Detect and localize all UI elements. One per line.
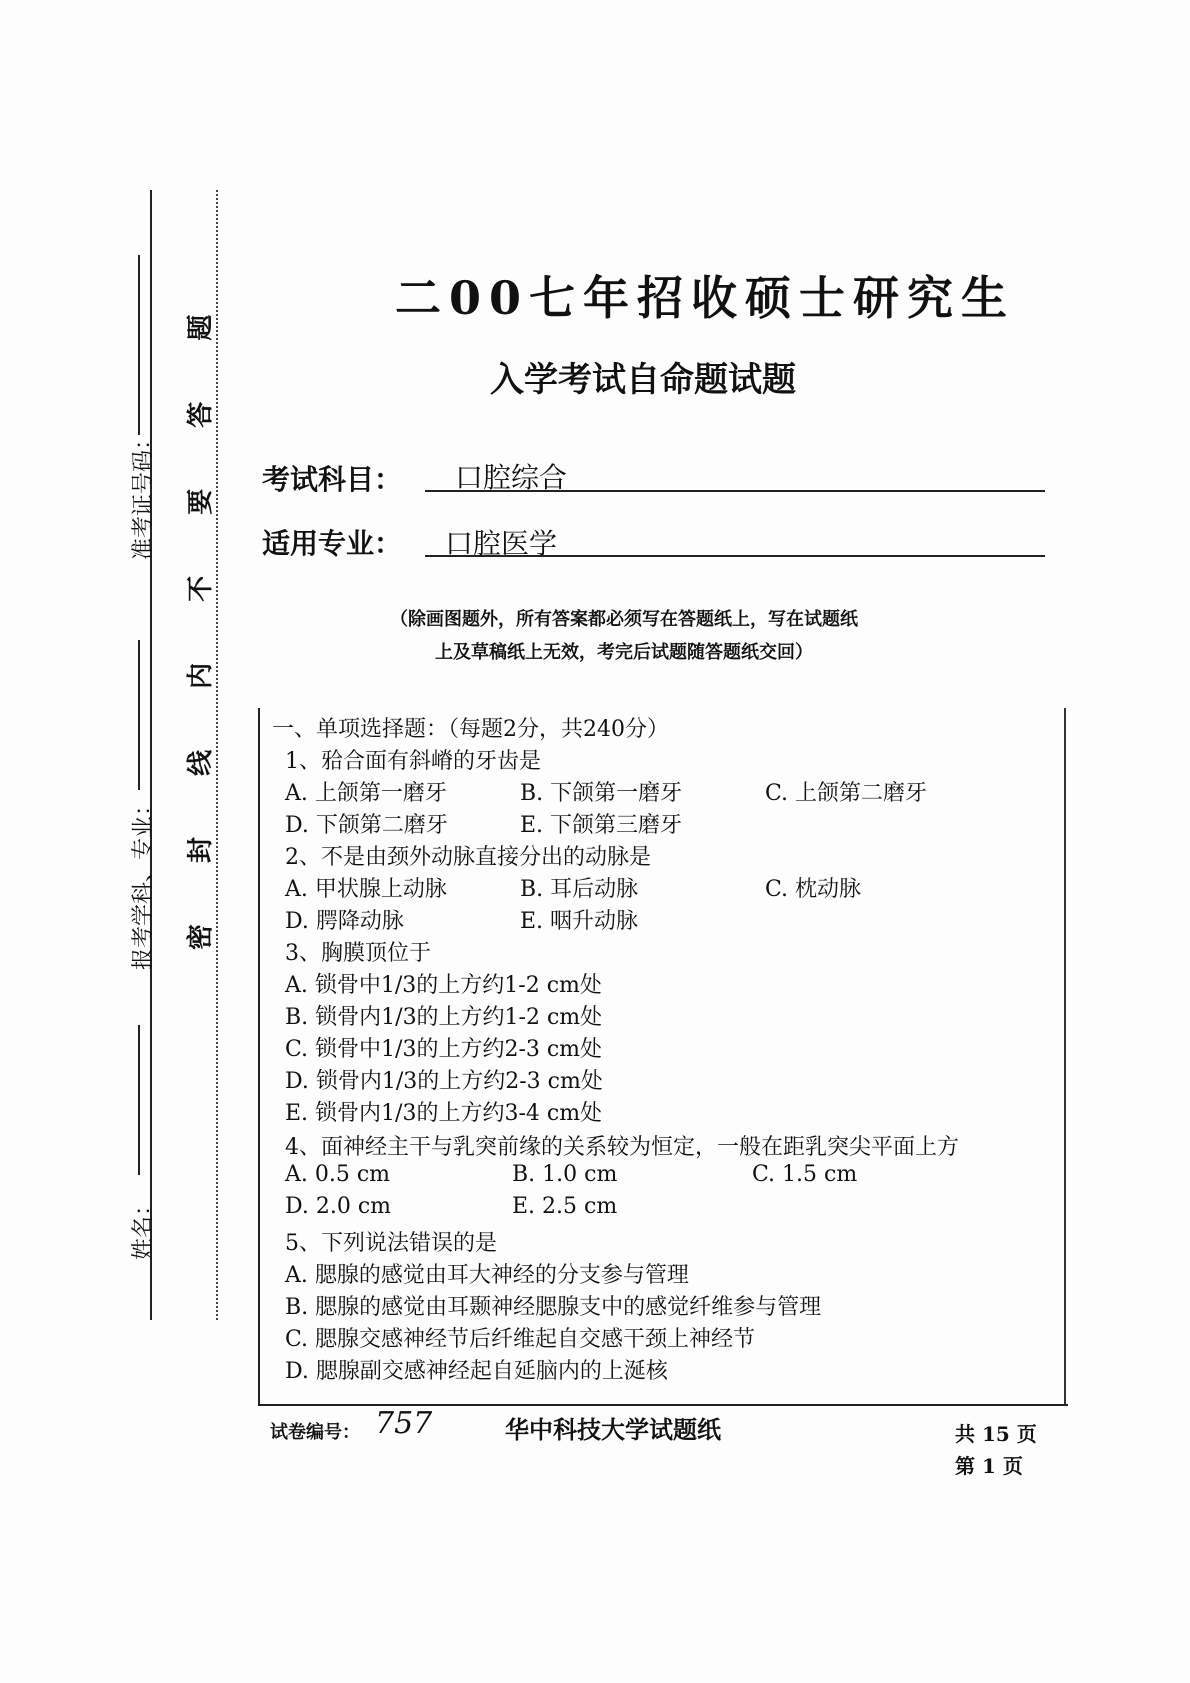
page-number: 第 1 页 <box>955 1454 1023 1478</box>
exam-number-label: 准考证号码： <box>131 427 156 560</box>
option: B. 下颌第一磨牙 <box>520 781 683 806</box>
option: E. 2.5 cm <box>512 1194 618 1219</box>
option: A. 锁骨中1/3的上方约1-2 cm处 <box>285 973 602 998</box>
option: A. 腮腺的感觉由耳大神经的分支参与管理 <box>285 1263 689 1288</box>
note-line-2: 上及草稿纸上无效，考完后试题随答题纸交回） <box>435 642 813 663</box>
note-line-1: （除画图题外，所有答案都必须写在答题纸上，写在试题纸 <box>390 609 858 630</box>
option: A. 0.5 cm <box>285 1162 391 1187</box>
section-heading: 一、单项选择题：（每题2分，共240分） <box>272 717 669 742</box>
option: B. 锁骨内1/3的上方约1-2 cm处 <box>285 1005 603 1030</box>
option: D. 锁骨内1/3的上方约2-3 cm处 <box>285 1069 603 1094</box>
question-4: 4、面神经主干与乳突前缘的关系较为恒定，一般在距乳突尖平面上方 <box>285 1135 959 1160</box>
option: C. 上颌第二磨牙 <box>765 781 928 806</box>
seal-warning: 密 封 线 内 不 要 答 题 <box>186 288 216 950</box>
option: E. 锁骨内1/3的上方约3-4 cm处 <box>285 1101 603 1126</box>
name-label: 姓名： <box>131 1193 156 1260</box>
option: B. 耳后动脉 <box>520 877 639 902</box>
question-5: 5、下列说法错误的是 <box>285 1231 497 1256</box>
subject-value: 口腔综合 <box>455 461 568 494</box>
option: D. 2.0 cm <box>285 1194 392 1219</box>
major-label: 报考学科、专业： <box>131 793 156 970</box>
paper-number: 757 <box>375 1406 433 1441</box>
option: C. 1.5 cm <box>752 1162 858 1187</box>
option: E. 咽升动脉 <box>520 909 639 934</box>
option: E. 下颌第三磨牙 <box>520 813 683 838</box>
page-subtitle: 入学考试自命题试题 <box>490 360 796 400</box>
option: D. 腮腺副交感神经起自延脑内的上涎核 <box>285 1359 668 1384</box>
question-2: 2、不是由颈外动脉直接分出的动脉是 <box>285 845 651 870</box>
page-title: 二00七年招收硕士研究生 <box>395 271 1016 325</box>
option: B. 腮腺的感觉由耳颞神经腮腺支中的感觉纤维参与管理 <box>285 1295 822 1320</box>
option: A. 上颌第一磨牙 <box>285 781 447 806</box>
binding-line <box>150 190 152 1320</box>
subject-label: 考试科目： <box>262 463 403 496</box>
option: C. 锁骨中1/3的上方约2-3 cm处 <box>285 1037 603 1062</box>
option: D. 腭降动脉 <box>285 909 404 934</box>
option: C. 腮腺交感神经节后纤维起自交感干颈上神经节 <box>285 1327 756 1352</box>
major-field-label: 适用专业： <box>262 527 403 560</box>
option: A. 甲状腺上动脉 <box>285 877 447 902</box>
option: C. 枕动脉 <box>765 877 862 902</box>
total-pages: 共 15 页 <box>955 1422 1037 1446</box>
option: B. 1.0 cm <box>512 1162 618 1187</box>
question-1: 1、𬌗合面有斜嵴的牙齿是 <box>285 749 541 774</box>
major-value: 口腔医学 <box>445 527 558 560</box>
option: D. 下颌第二磨牙 <box>285 813 448 838</box>
paper-number-label: 试卷编号： <box>270 1422 360 1443</box>
school-name: 华中科技大学试题纸 <box>505 1415 721 1444</box>
question-3: 3、胸膜顶位于 <box>285 941 431 966</box>
